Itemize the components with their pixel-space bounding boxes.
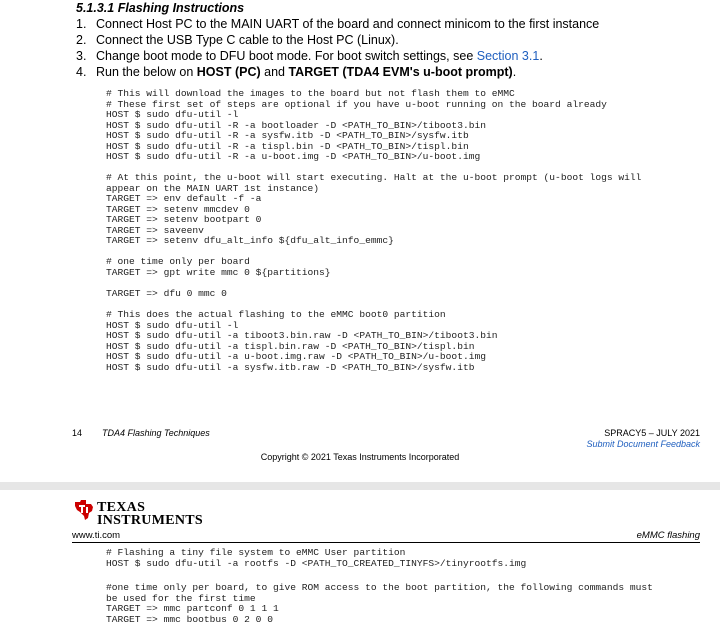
code-block-rootfs: # Flashing a tiny file system to eMMC User partition HOST $ sudo dfu-util -a rootfs -D <PATH_TO_CREATED_TINYFS>/tinyrootfs.img (106, 547, 527, 569)
code-block-dfu: TARGET => dfu 0 mmc 0 (106, 288, 227, 299)
brand-line-2: INSTRUMENTS (97, 513, 203, 528)
step-number: 2. (76, 33, 87, 47)
step-text-part: . (512, 65, 517, 79)
list-item (76, 32, 716, 48)
step-text-part: Change boot mode to DFU boot mode. For boot switch settings, see (96, 49, 477, 63)
step-number: 1. (76, 17, 87, 31)
host-label: HOST (PC) (196, 65, 261, 79)
step-text (96, 48, 543, 64)
step-text: Connect Host PC to the MAIN UART of the board and connect minicom to the first instance (96, 17, 600, 31)
footer-doc-title: TDA4 Flashing Techniques (102, 428, 210, 438)
brand-line-1: TEXAS (97, 500, 146, 515)
code-block-uboot-env: # At this point, the u-boot will start executing. Halt at the u-boot prompt (u-boot logs will appear on the MAIN UART 1st instance) TARGET => env default -f -a TARGET => setenv mmcdev 0 TARGET => setenv bootpart 0 TARGET => saveenv TARGET => setenv dfu_alt_info ${dfu_alt_info_emmc} (106, 172, 642, 246)
website-text: www.ti.com (72, 530, 121, 541)
section-heading: 5.1.3.1 Flashing Instructions (76, 1, 245, 15)
page-number: 14 (72, 428, 83, 438)
step-text-part: and (260, 65, 289, 79)
code-block-flash-boot0: # This does the actual flashing to the eMMC boot0 partition HOST $ sudo dfu-util -l HOST $ sudo dfu-util -a tiboot3.bin.raw -D <PATH_TO_BIN>/tiboot3.bin HOST $ sudo dfu-util -a tispl.bin.raw -D <PATH_TO_BIN>/tispl.bin HOST $ sudo dfu-util -a u-boot.img.raw -D <PATH_TO_BIN>/u-boot.img HOST $ sudo dfu-util -a sysfw.itb.raw -D <PATH_TO_BIN>/sysfw.itb (106, 309, 498, 373)
footer-right (586, 428, 700, 450)
step-number: 4. (76, 65, 87, 79)
instruction-list (76, 16, 716, 80)
list-item (76, 64, 716, 80)
feedback-link[interactable]: Submit Document Feedback (586, 439, 700, 449)
target-label: TARGET (TDA4 EVM's u-boot prompt) (288, 65, 513, 79)
page-divider (0, 482, 720, 490)
code-block-gpt: # one time only per board TARGET => gpt write mmc 0 ${partitions} (106, 256, 331, 278)
step-text: Connect the USB Type C cable to the Host PC (Linux). (96, 33, 399, 47)
step-text-part: Run the below on (96, 65, 197, 79)
copyright: Copyright © 2021 Texas Instruments Incorporated (260, 452, 460, 462)
list-item (76, 48, 716, 64)
doc-id: SPRACY5 – JULY 2021 (604, 428, 700, 438)
step-number: 3. (76, 49, 87, 63)
header-rule (72, 542, 700, 543)
running-header-section: eMMC flashing (636, 530, 700, 541)
list-item (76, 16, 716, 32)
code-block-partconf: #one time only per board, to give ROM access to the boot partition, the following commands must be used for the first time TARGET => mmc partconf 0 1 1 1 TARGET => mmc bootbus 0 2 0 0 (106, 582, 653, 625)
step-text (96, 64, 516, 80)
section-link[interactable]: Section 3.1 (476, 49, 540, 63)
ti-logo-icon (72, 498, 96, 522)
ti-brand-text (97, 501, 203, 527)
step-text-part: . (539, 49, 543, 63)
code-block-download: # This will download the images to the board but not flash them to eMMC # These first set of steps are optional if you have u-boot running on the board already HOST $ sudo dfu-util -l HOST $ sudo dfu-util -R -a bootloader -D <PATH_TO_BIN>/tiboot3.bin HOST $ sudo dfu-util -R -a sysfw.itb -D <PATH_TO_BIN>/sysfw.itb HOST $ sudo dfu-util -R -a tispl.bin -D <PATH_TO_BIN>/tispl.bin HOST $ sudo dfu-util -R -a u-boot.img -D <PATH_TO_BIN>/u-boot.img (106, 88, 607, 162)
